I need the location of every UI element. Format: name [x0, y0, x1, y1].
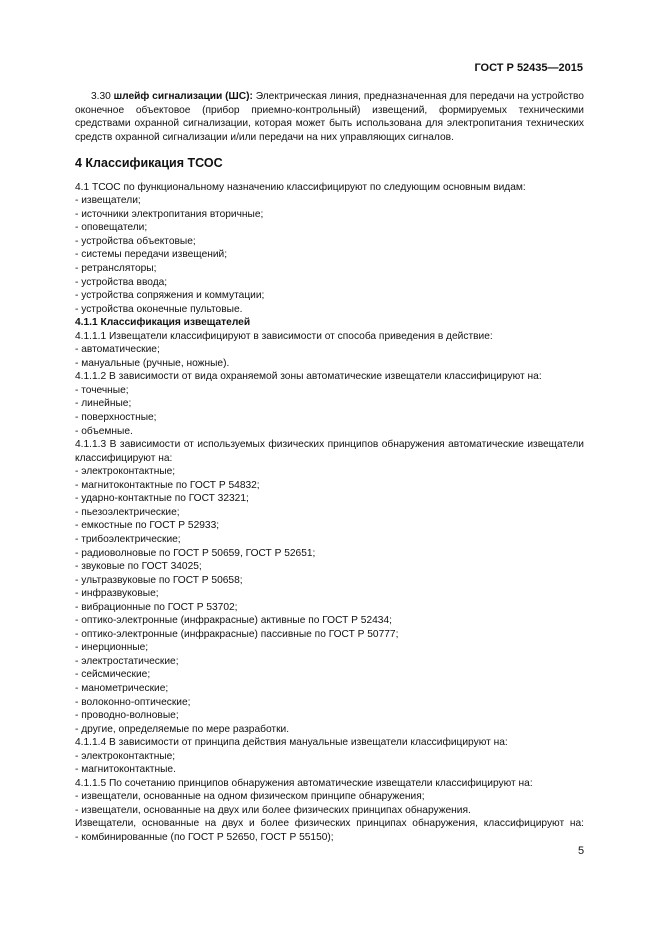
list-item: - системы передачи извещений;: [75, 249, 228, 261]
list-item: - волоконно-оптические;: [75, 696, 191, 708]
list-item: - устройства объектовые;: [75, 235, 196, 247]
list-item: - мануальные (ручные, ножные).: [75, 357, 230, 369]
paragraph-4111: 4.1.1.1 Извещатели классифицируют в зависимости от способа приведения в действие:: [75, 330, 493, 342]
list-item: - инерционные;: [75, 642, 149, 654]
paragraph-4113: 4.1.1.3 В зависимости от используемых физических принципов обнаружения автоматические извещатели классифицируют на:: [75, 439, 584, 464]
standard-header: ГОСТ Р 52435—2015: [474, 62, 583, 74]
list-item: - устройства сопряжения и коммутации;: [75, 290, 265, 302]
list-item: - оптико-электронные (инфракрасные) пассивные по ГОСТ Р 50777;: [75, 628, 399, 640]
list-4114: [75, 750, 584, 777]
list-item: - комбинированные (по ГОСТ Р 52650, ГОСТ Р 55150);: [75, 831, 334, 843]
list-item: - автоматические;: [75, 344, 160, 356]
definition-term: шлейф сигнализации (ШС):: [113, 91, 253, 102]
list-item: - устройства оконечные пультовые.: [75, 303, 243, 315]
list-4115: [75, 790, 584, 817]
list-item: - электростатические;: [75, 655, 179, 667]
definition-number: 3.30: [91, 91, 111, 102]
list-item: - электроконтактные;: [75, 466, 176, 478]
list-multi-principle: [75, 831, 584, 845]
list-item: - манометрические;: [75, 682, 169, 694]
list-item: - поверхностные;: [75, 412, 157, 424]
list-item: - объемные.: [75, 425, 133, 437]
list-4112: [75, 384, 584, 438]
list-item: - ударно-контактные по ГОСТ 32321;: [75, 493, 249, 505]
list-item: - точечные;: [75, 384, 129, 396]
list-item: - извещатели;: [75, 195, 141, 207]
definition-text: Электрическая линия, предназначенная для передачи на устройство оконечное объектовое (прибор приемно-контрольный) извещений, формируемых техническими средствами охранной сигнализации, которая может быть использована для электропитания технических средств охранной сигнализации и/или передачи на них управляющих сигналов.: [75, 91, 584, 143]
list-item: - трибоэлектрические;: [75, 533, 181, 545]
list-item: - проводно-волновые;: [75, 710, 179, 722]
list-item: - ультразвуковые по ГОСТ Р 50658;: [75, 574, 243, 586]
section-intro: 4.1 ТСОС по функциональному назначению классифицируют по следующим основным видам:: [75, 181, 526, 193]
page-number: 5: [578, 845, 585, 857]
list-item: - магнитоконтактные по ГОСТ Р 54832;: [75, 479, 260, 491]
list-item: - электроконтактные;: [75, 750, 176, 762]
list-item: - звуковые по ГОСТ 34025;: [75, 561, 202, 573]
list-item: - другие, определяемые по мере разработки.: [75, 723, 290, 735]
list-item: - извещатели, основанные на одном физическом принципе обнаружения;: [75, 791, 425, 803]
list-item: - емкостные по ГОСТ Р 52933;: [75, 520, 220, 532]
paragraph-4114: 4.1.1.4 В зависимости от принципа действия мануальные извещатели классифицируют на:: [75, 737, 508, 749]
list-item: - пьезоэлектрические;: [75, 506, 180, 518]
list-4113: [75, 465, 584, 736]
list-item: - инфразвуковые;: [75, 588, 159, 600]
list-item: - линейные;: [75, 398, 132, 410]
list-item: - извещатели, основанные на двух или более физических принципах обнаружения.: [75, 804, 471, 816]
list-item: - вибрационные по ГОСТ Р 53702;: [75, 601, 238, 613]
list-item: - ретрансляторы;: [75, 263, 157, 275]
paragraph-4115: 4.1.1.5 По сочетанию принципов обнаружения автоматические извещатели классифицируют на:: [75, 777, 533, 789]
section-title: 4 Классификация ТСОС: [75, 156, 223, 171]
paragraph-4112: 4.1.1.2 В зависимости от вида охраняемой зоны автоматические извещатели классифицируют на:: [75, 371, 542, 383]
list-item: - сейсмические;: [75, 669, 151, 681]
list-item: - устройства ввода;: [75, 276, 168, 288]
list-4111: [75, 343, 584, 370]
types-list: [75, 194, 584, 316]
page-content: [75, 90, 584, 845]
list-item: - оповещатели;: [75, 222, 148, 234]
list-item: - источники электропитания вторичные;: [75, 208, 264, 220]
definition-paragraph: [75, 90, 584, 144]
list-item: - оптико-электронные (инфракрасные) активные по ГОСТ Р 52434;: [75, 615, 392, 627]
list-item: - магнитоконтактные.: [75, 764, 176, 776]
subsection-title: 4.1.1 Классификация извещателей: [75, 317, 251, 329]
list-item: - радиоволновые по ГОСТ Р 50659, ГОСТ Р 52651;: [75, 547, 316, 559]
paragraph-multi-principle: Извещатели, основанные на двух и более физических принципах обнаружения, классифицируют на:: [75, 818, 584, 830]
